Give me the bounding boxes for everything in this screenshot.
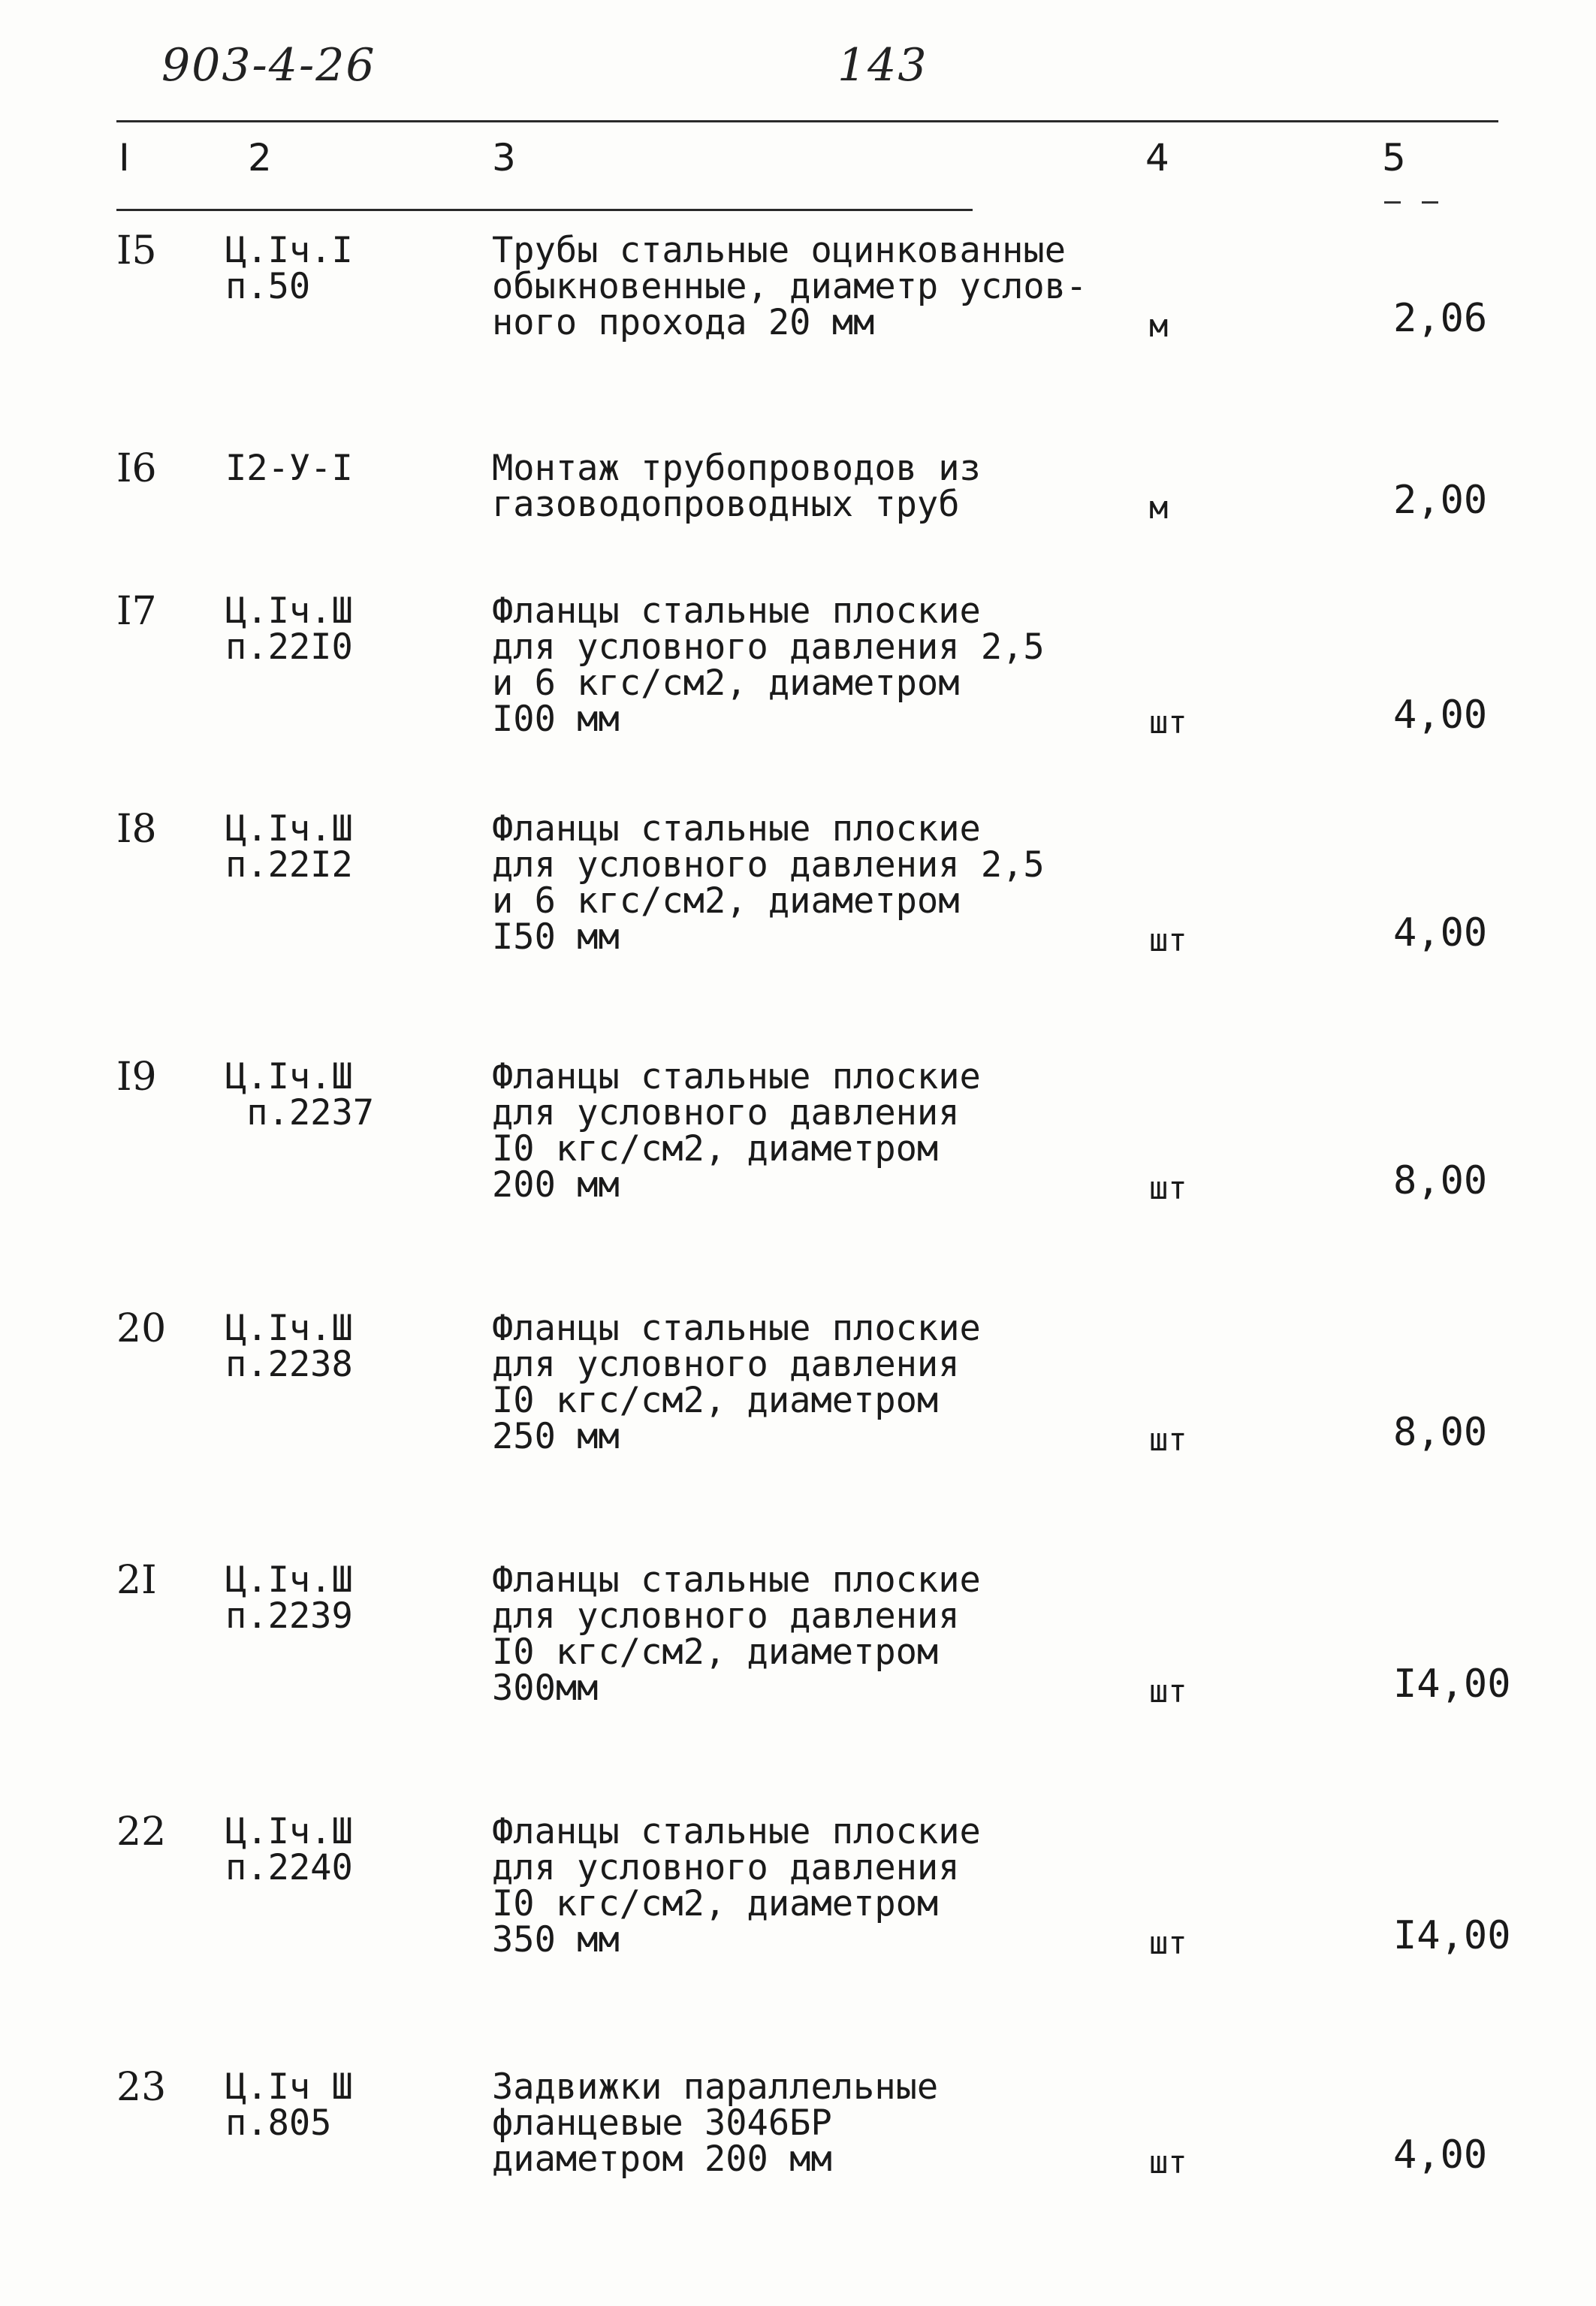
unit: шт (1149, 1673, 1187, 1710)
item-description (492, 1056, 981, 1206)
item-description-line: для условного давления 2,5 (492, 844, 1045, 886)
item-description-line: 250 мм (492, 1416, 620, 1457)
column-header-4: 4 (1145, 136, 1169, 180)
item-description-line: ного прохода 20 мм (492, 302, 875, 343)
item-description-line: диаметром 200 мм (492, 2138, 832, 2180)
item-description (492, 1811, 981, 1960)
reference-code-line: п.2240 (225, 1847, 353, 1888)
unit: м (1149, 489, 1169, 526)
reference-code (225, 2066, 353, 2144)
item-description-line: для условного давления (492, 1344, 960, 1385)
item-description (492, 808, 1045, 958)
quantity: 2,00 (1393, 478, 1488, 523)
item-description-line: обыкновенные, диаметр услов- (492, 266, 1088, 307)
unit: м (1149, 307, 1169, 344)
header-dash (1384, 201, 1401, 204)
reference-code-line: Ц.Iч.Ш (225, 808, 353, 850)
row-number: 20 (116, 1306, 167, 1351)
item-description-line: Монтаж трубопроводов из (492, 448, 981, 489)
reference-code (225, 1559, 353, 1637)
item-description (492, 590, 1045, 740)
reference-code-line: Ц.Iч.Ш (225, 590, 353, 632)
item-description-line: Фланцы стальные плоские (492, 808, 981, 850)
quantity: 8,00 (1393, 1410, 1488, 1455)
reference-code-line: п.2239 (225, 1595, 353, 1637)
reference-code-line: п.22I0 (225, 626, 353, 668)
reference-code (225, 808, 353, 886)
unit: шт (1149, 1421, 1187, 1458)
column-header-3: 3 (492, 136, 516, 180)
header-dash (1422, 201, 1438, 204)
item-description-line: газоводопроводных труб (492, 484, 960, 525)
item-description-line: Фланцы стальные плоские (492, 1559, 981, 1601)
reference-code-line: Ц.Iч.I (225, 230, 353, 271)
item-description-line: для условного давления (492, 1847, 960, 1888)
reference-code-line: п.22I2 (225, 844, 353, 886)
item-description-line: 200 мм (492, 1164, 620, 1206)
row-number: I7 (116, 589, 157, 634)
row-number: I8 (116, 807, 157, 852)
quantity: 2,06 (1393, 296, 1488, 341)
reference-code (225, 1308, 353, 1385)
quantity: 4,00 (1393, 910, 1488, 955)
row-number: 2I (116, 1558, 157, 1603)
column-header-1: I (119, 136, 130, 180)
item-description-line: I00 мм (492, 699, 620, 740)
row-number: I9 (116, 1055, 157, 1100)
document-code: 903-4-26 (161, 39, 376, 92)
row-number: 23 (116, 2065, 167, 2110)
unit: шт (1149, 2144, 1187, 2181)
item-description-line: I0 кгс/см2, диаметром (492, 1631, 939, 1673)
row-number: 22 (116, 1809, 167, 1855)
item-description-line: Фланцы стальные плоские (492, 1811, 981, 1852)
header-bottom-rule (116, 209, 973, 211)
item-description (492, 448, 981, 525)
item-description-line: Фланцы стальные плоские (492, 590, 981, 632)
item-description-line: для условного давления (492, 1595, 960, 1637)
row-number: I5 (116, 228, 157, 273)
item-description (492, 2066, 939, 2180)
item-description-line: и 6 кгс/см2, диаметром (492, 880, 960, 922)
reference-code (225, 590, 353, 668)
reference-code-line: Ц.Iч.Ш (225, 1056, 353, 1097)
item-description-line: 300мм (492, 1668, 599, 1709)
item-description-line: I50 мм (492, 916, 620, 958)
quantity: 4,00 (1393, 693, 1488, 738)
column-header-2: 2 (248, 136, 272, 180)
item-description-line: для условного давления 2,5 (492, 626, 1045, 668)
reference-code-line: п.50 (225, 266, 311, 307)
page-number: 143 (837, 39, 928, 92)
reference-code-line: Ц.Iч.Ш (225, 1811, 353, 1852)
reference-code-line: п.805 (225, 2102, 332, 2144)
reference-code-line: Ц.Iч Ш (225, 2066, 353, 2108)
item-description-line: Фланцы стальные плоские (492, 1308, 981, 1349)
item-description-line: Фланцы стальные плоские (492, 1056, 981, 1097)
item-description-line: I0 кгс/см2, диаметром (492, 1380, 939, 1421)
item-description-line: Задвижки параллельные (492, 2066, 939, 2108)
reference-code-line: п.2237 (225, 1092, 375, 1133)
column-header-5: 5 (1382, 136, 1406, 180)
reference-code (225, 230, 353, 307)
reference-code-line: п.2238 (225, 1344, 353, 1385)
item-description-line: I0 кгс/см2, диаметром (492, 1883, 939, 1924)
item-description (492, 1308, 981, 1457)
item-description-line: 350 мм (492, 1919, 620, 1960)
quantity: I4,00 (1393, 1913, 1511, 1958)
quantity: 4,00 (1393, 2132, 1488, 2178)
unit: шт (1149, 704, 1187, 741)
item-description (492, 1559, 981, 1709)
reference-code (225, 448, 353, 489)
item-description-line: Трубы стальные оцинкованные (492, 230, 1067, 271)
item-description-line: для условного давления (492, 1092, 960, 1133)
item-description-line: I0 кгс/см2, диаметром (492, 1128, 939, 1170)
item-description (492, 230, 1088, 343)
item-description-line: и 6 кгс/см2, диаметром (492, 663, 960, 704)
reference-code-line: Ц.Iч.Ш (225, 1308, 353, 1349)
reference-code (225, 1811, 353, 1888)
table-top-rule (116, 120, 1498, 122)
reference-code-line: I2-У-I (225, 448, 353, 489)
reference-code (225, 1056, 375, 1133)
unit: шт (1149, 1170, 1187, 1206)
quantity: 8,00 (1393, 1158, 1488, 1203)
row-number: I6 (116, 446, 157, 491)
unit: шт (1149, 1924, 1187, 1961)
quantity: I4,00 (1393, 1662, 1511, 1707)
item-description-line: фланцевые З046БР (492, 2102, 832, 2144)
unit: шт (1149, 922, 1187, 958)
reference-code-line: Ц.Iч.Ш (225, 1559, 353, 1601)
